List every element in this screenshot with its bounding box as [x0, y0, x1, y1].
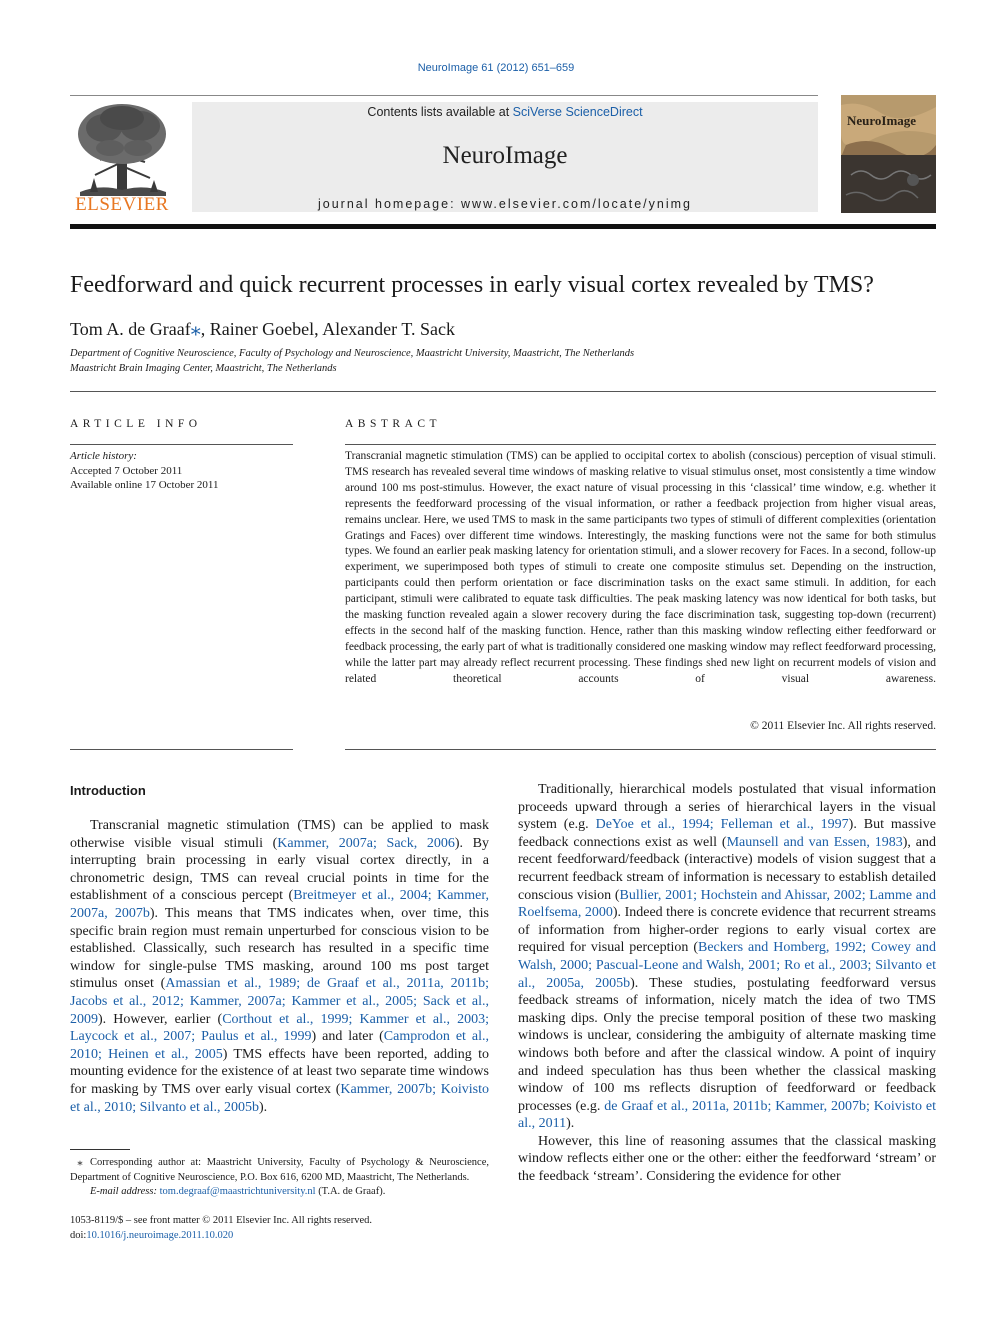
accepted-date: Accepted 7 October 2011	[70, 464, 183, 477]
cover-title: NeuroImage	[847, 113, 917, 128]
email-suffix: (T.A. de Graaf).	[318, 1186, 386, 1197]
author-name: Tom A. de Graaf	[70, 319, 191, 339]
introduction-heading: Introduction	[70, 783, 146, 798]
footnote-mark: ⁎	[77, 1157, 83, 1168]
paragraph-text: ).	[566, 1116, 575, 1132]
paragraph-text: ), and recent feedforward/feedback (interactive) models of vision suggest that a recurrent feedback stream of information is necessary to establish detailed conscious vision (	[518, 834, 936, 903]
affiliation-line: Maastricht Brain Imaging Center, Maastricht, The Netherlands	[70, 363, 337, 374]
elsevier-logo	[70, 100, 174, 218]
doi-link[interactable]: 10.1016/j.neuroimage.2011.10.020	[86, 1229, 234, 1241]
intro-paragraph	[70, 817, 489, 1116]
article-info-rule	[70, 444, 293, 445]
citation-link[interactable]: Bullier, 2001; Hochstein and Ahissar, 2002; Lamme and Roelfsema, 2000	[518, 887, 936, 921]
paragraph-text: ).	[258, 1099, 268, 1115]
article-title: Feedforward and quick recurrent processes in early visual cortex revealed by TMS?	[70, 272, 874, 298]
paragraph-text: ) and later (	[311, 1029, 384, 1045]
paragraph-text: ). Indeed there is concrete evidence that recurrent streams of information from higher-order regions to early visual cortex are required for visual perception (	[518, 905, 936, 956]
intro-left-column	[70, 817, 489, 1116]
paragraph-text: ). But massive feedback connections exist as well (	[518, 817, 936, 850]
author-list: Tom A. de Graaf⁎, Rainer Goebel, Alexander T. Sack	[70, 318, 455, 340]
abstract-text: Transcranial magnetic stimulation (TMS) can be applied to occipital cortex to abolish (conscious) perception of visual stimuli. TMS research has revealed several time windows of masking relative to visual stimulus onset, most consistently a time window around 100 ms post-stimulus. However, the exact nature of visual processing in this ‘classical’ time window, e.g. whether it represents the feedforward processing of the visual information, or rather a feedback projection from higher visual areas, remains unclear. Here, we used TMS to mask in the same participants two types of stimuli of different complexities (orientation Gratings and Faces) over different time windows. Interestingly, the masking functions were not the same for both stimulus types. We found an earlier peak masking latency for orientation stimuli, and a slower recovery for Faces. In a second, follow-up experiment, we superimposed both types of stimuli to create one composite stimulus set. Depending on the instruction, participants could then perform orientation or face discrimination tasks on the exact same stimuli. In addition, for each participant, stimuli were calibrated to equate task difficulties. The peak masking latency was now identical for both tasks, but the masking function revealed again a slower recovery during the face discrimination task, suggesting top-down (recurrent) effects in the second half of the masking function. Hence, rather than this masking window reflecting either feedforward or feedback processing, the early part of what is traditionally considered one masking window may reflect feedforward processing, while the latter part may already reflect recurrent processing. These findings shed new light on recurrent models of vision and related theoretical accounts of visual awareness.	[345, 450, 936, 685]
corresponding-author-mark[interactable]: ⁎	[190, 318, 201, 340]
journal-name: NeuroImage	[442, 142, 568, 169]
citation-link[interactable]: Breitmeyer et al., 2004; Kammer, 2007a, 2007b	[70, 888, 489, 921]
citation-link[interactable]: Beckers and Homberg, 1992; Cowey and Walsh, 2000; Pascual-Leone and Walsh, 2001; Ro et al., 2003; Silvanto et al., 2005a, 2005b	[518, 940, 936, 991]
author-name: Rainer Goebel	[209, 319, 315, 339]
doi-label: doi:	[70, 1229, 87, 1241]
citation-link[interactable]: Amassian et al., 1989; de Graaf et al., 2011a, 2011b; Jacobs et al., 2012; Kammer, 2007a; Kammer et al., 2005; Sack et al., 2009	[70, 976, 489, 1027]
corresponding-author-footnote	[70, 1156, 489, 1200]
author-name: Alexander T. Sack	[322, 319, 455, 339]
article-history	[70, 449, 293, 493]
abstract-bottom-rule	[345, 749, 936, 750]
intro-paragraph	[518, 781, 936, 1133]
journal-citation-link[interactable]: NeuroImage 61 (2012) 651–659	[417, 62, 575, 74]
intro-right-column	[518, 781, 936, 1186]
citation-link[interactable]: de Graaf et al., 2011a, 2011b; Kammer, 2007b; Koivisto et al., 2011	[518, 1098, 936, 1132]
header-thick-rule	[70, 224, 936, 229]
issn-line: 1053-8119/$ – see front matter © 2011 Elsevier Inc. All rights reserved.	[70, 1215, 372, 1226]
journal-header-box	[192, 102, 818, 212]
doi-line	[70, 1229, 570, 1244]
abstract-copyright: © 2011 Elsevier Inc. All rights reserved.	[750, 720, 936, 732]
intro-paragraph: However, this line of reasoning assumes that the classical masking window reflects either one or the other: either the feedforward ‘stream’ or the feedback ‘stream’. Considering the evidence for other	[518, 1133, 936, 1185]
affiliation-line: Department of Cognitive Neuroscience, Faculty of Psychology and Neuroscience, Maastricht University, Maastricht, The Netherlands	[70, 348, 635, 359]
journal-homepage[interactable]: journal homepage: www.elsevier.com/locate/ynimg	[318, 197, 692, 211]
header-top-rule	[70, 95, 818, 96]
article-info-heading: ARTICLE INFO	[70, 418, 202, 430]
paragraph-text: ). However, earlier (	[98, 1011, 223, 1027]
online-date: Available online 17 October 2011	[70, 479, 219, 491]
contents-prefix: Contents lists available at	[367, 105, 513, 119]
email-label: E-mail address:	[90, 1186, 157, 1197]
abstract-rule	[345, 444, 936, 445]
front-matter	[70, 1214, 570, 1243]
paragraph-text: ). By interrupting brain processing in early visual cortex directly, in a chronometric design, TMS can reveal crucial points in time for the establishment of a conscious percept (	[70, 835, 489, 904]
citation-link[interactable]: Kammer, 2007b; Koivisto et al., 2010; Silvanto et al., 2005b	[70, 1081, 489, 1115]
paragraph-text: ). These studies, postulating feedforward versus feedback streams of information, nicely match the idea of two TMS masking dips. Only the precise temporal position of these two masking windows is unclear, considering the ambiguity of alternate masking time windows both before and after the classical window. A point of inquiry and indeed speculation has thus been whether the classical masking window of 100 ms reflects disruption of feedforward or feedback processes (e.g.	[518, 975, 936, 1114]
article-info-bottom-rule	[70, 749, 293, 750]
citation-link[interactable]: Camprodon et al., 2010; Heinen et al., 2005	[70, 1029, 489, 1062]
abstract-heading: ABSTRACT	[345, 418, 442, 430]
footnote-rule	[70, 1149, 130, 1150]
section-divider	[70, 391, 936, 392]
journal-cover-image	[841, 95, 936, 213]
footnote-text: Corresponding author at: Maastricht University, Faculty of Psychology & Neuroscience, Department of Cognitive Neuroscience, P.O. Box 616, 6200 MD, Maastricht, The Netherlands.	[70, 1157, 489, 1183]
publisher-wordmark: ELSEVIER	[75, 194, 169, 215]
paragraph-text: Transcranial magnetic stimulation (TMS) can be applied to mask otherwise visible visual stimuli (	[70, 818, 489, 851]
sciencedirect-link[interactable]: SciVerse ScienceDirect	[512, 105, 643, 119]
citation-link[interactable]: DeYoe et al., 1994; Felleman et al., 1997	[595, 817, 849, 833]
citation-link[interactable]: Maunsell and van Essen, 1983	[726, 834, 903, 850]
citation-link[interactable]: Kammer, 2007a; Sack, 2006	[277, 835, 455, 851]
history-label: Article history:	[70, 450, 137, 462]
contents-availability	[192, 105, 818, 119]
paragraph-text: ). This means that TMS indicates when, over time, this specific brain region must remain unperturbed for conscious vision to be established. Classically, such research has resulted in a specific time window for single-pulse TMS masking, around 100 ms post target stimulus onset (	[70, 905, 489, 992]
author-email-link[interactable]: tom.degraaf@maastrichtuniversity.nl	[159, 1186, 316, 1197]
paragraph-text: Traditionally, hierarchical models postulated that visual information proceeds upward through a series of hierarchical layers in the visual system (e.g.	[518, 782, 936, 833]
citation-link[interactable]: Corthout et al., 1999; Kammer et al., 2003; Laycock et al., 2007; Paulus et al., 1999	[70, 1011, 489, 1045]
paragraph-text: ) TMS effects have been reported, adding to mounting evidence for the existence of at least two separate time windows for masking by TMS over early visual cortex (	[70, 1046, 489, 1097]
